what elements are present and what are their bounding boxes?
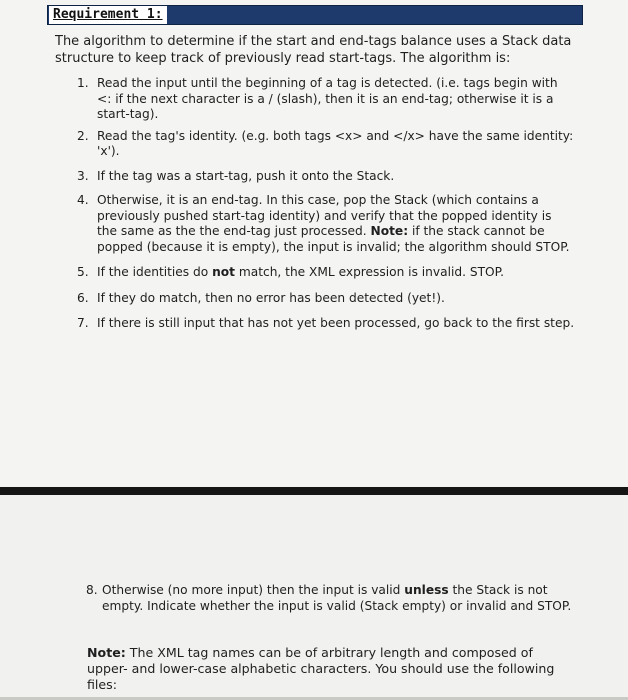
step-number: 3. (77, 168, 89, 183)
step-eight (86, 583, 582, 614)
step-text: If the tag was a start-tag, push it onto the Stack. (97, 168, 395, 183)
requirement-title: Requirement 1: (49, 6, 167, 24)
step-number: 7. (77, 316, 89, 330)
step-number: 8. (86, 583, 98, 597)
step-number: 4. (77, 193, 89, 207)
step-number: 5. (77, 265, 89, 279)
note-text: The XML tag names can be of arbitrary length and composed of upper- and lower-case alphabetic characters. You should use the following files: (87, 645, 555, 692)
algorithm-steps (75, 76, 575, 332)
step-text: match, the XML expression is invalid. STOP. (235, 265, 504, 279)
list-item (75, 316, 575, 332)
note-label: Note: (87, 645, 126, 660)
list-item (75, 291, 575, 307)
step-number: 1. (77, 76, 89, 90)
step-number: 6. (77, 290, 89, 305)
step-text: if the stack cannot be popped (because it is empty), the input is invalid; the algorithm should STOP. (97, 224, 570, 254)
step-bold: unless (404, 583, 449, 597)
step-text: Read the input until the beginning of a tag is detected. (i.e. tags begin with <: if the next character is a / (slash), then it is an end-tag; otherwise it is a start-tag). (97, 76, 558, 121)
step-bold: Note: (370, 224, 409, 238)
step-number: 2. (77, 128, 89, 143)
list-item (75, 129, 575, 160)
step-text: If there is still input that has not yet been processed, go back to the first step. (97, 316, 575, 330)
step-text: Read the tag's identity. (e.g. both tags <x> and </x> have the same identity: 'x'). (97, 128, 574, 158)
step-text: If the identities do (97, 265, 213, 279)
step-text: Otherwise (no more input) then the input is valid (102, 583, 405, 597)
step-text: the Stack is not empty. Indicate whether the input is valid (Stack empty) or invalid and STOP. (102, 583, 572, 613)
intro-paragraph: The algorithm to determine if the start and end-tags balance uses a Stack data structure to keep track of previously read start-tags. The algorithm is: (55, 34, 572, 66)
list-item (75, 265, 575, 281)
list-item (75, 193, 575, 255)
step-text: Otherwise, it is an end-tag. In this case, pop the Stack (which contains a previously pushed start-tag identity) and verify that the popped identity is the same as the the end-tag just processed. (97, 193, 552, 238)
step-bold: not (212, 265, 235, 279)
page-divider (0, 487, 628, 495)
list-item (75, 169, 575, 185)
step-text: If they do match, then no error has been detected (yet!). (97, 290, 445, 305)
note-paragraph (87, 645, 557, 693)
requirement-header-bar (47, 5, 583, 25)
list-item (75, 76, 575, 123)
